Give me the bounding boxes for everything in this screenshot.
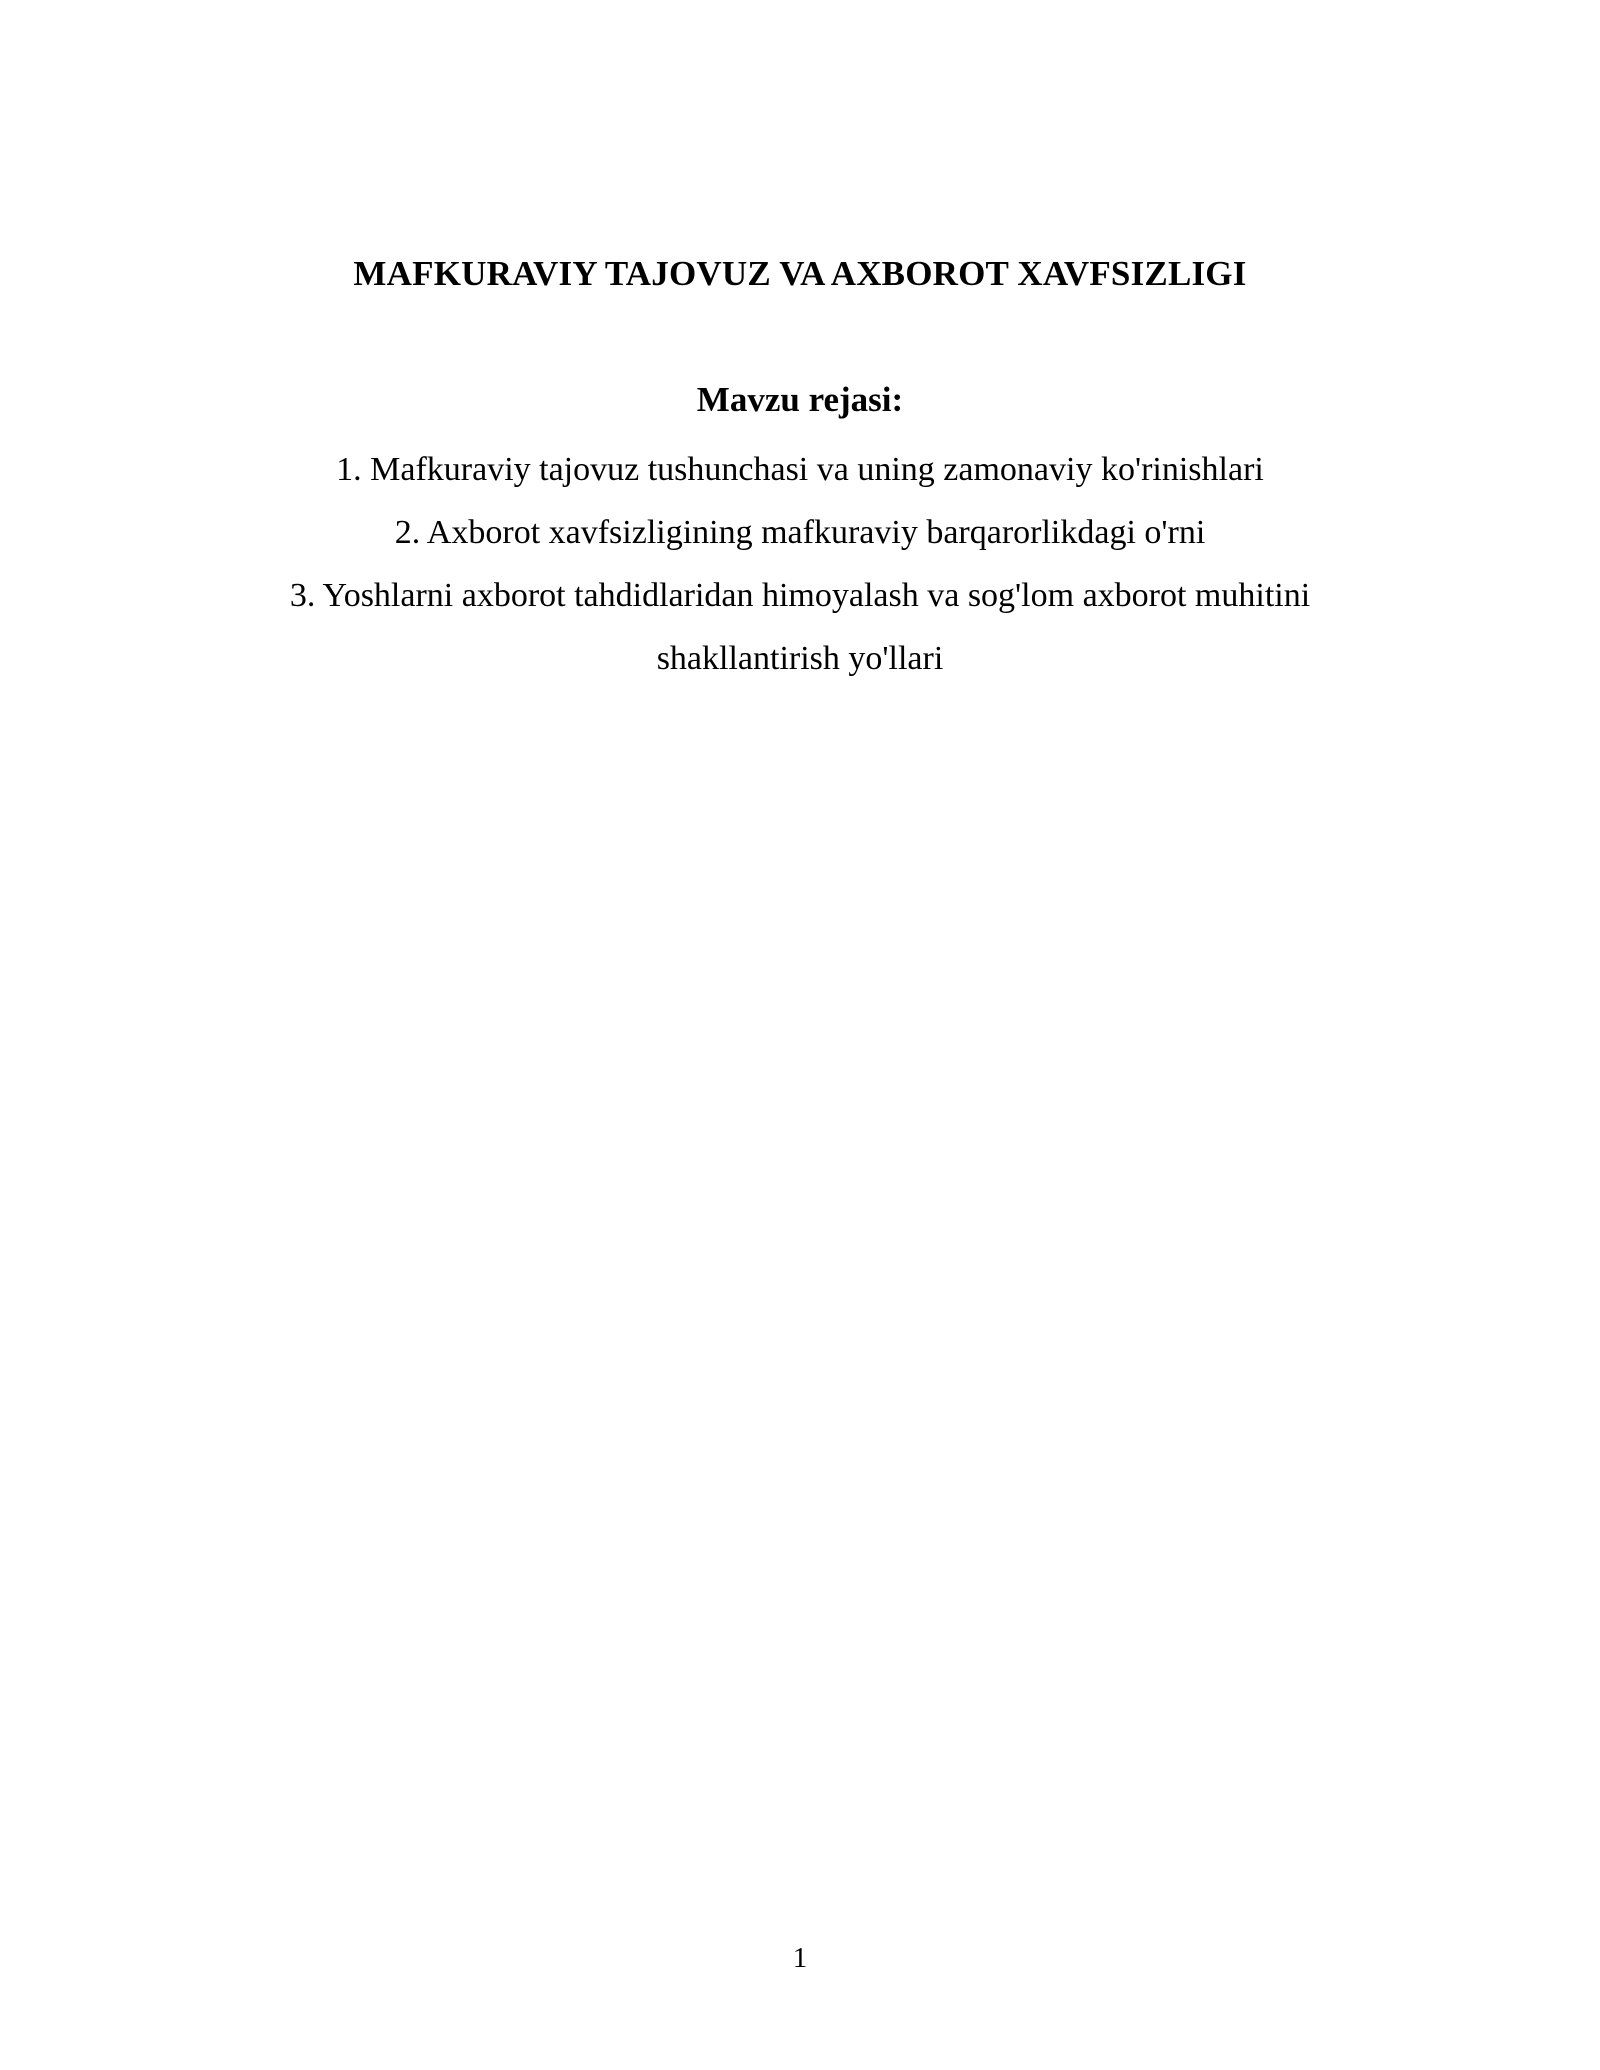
- plan-item-1: 1. Mafkuraviy tajovuz tushunchasi va uning zamonaviy ko'rinishlari: [336, 451, 1264, 488]
- plan-item-2: 2. Axborot xavfsizligining mafkuraviy barqarorlikdagi o'rni: [394, 514, 1206, 551]
- plan-list: [200, 438, 1400, 690]
- plan-item-3: 3. Yoshlarni axborot tahdidlaridan himoyalash va sog'lom axborot muhitini shakllantirish yo'llari: [289, 577, 1311, 677]
- page-number: 1: [792, 1942, 808, 1974]
- document-title: MAFKURAVIY TAJOVUZ VA AXBOROT XAVFSIZLIGI: [353, 254, 1247, 293]
- plan-heading: Mavzu rejasi:: [696, 380, 904, 419]
